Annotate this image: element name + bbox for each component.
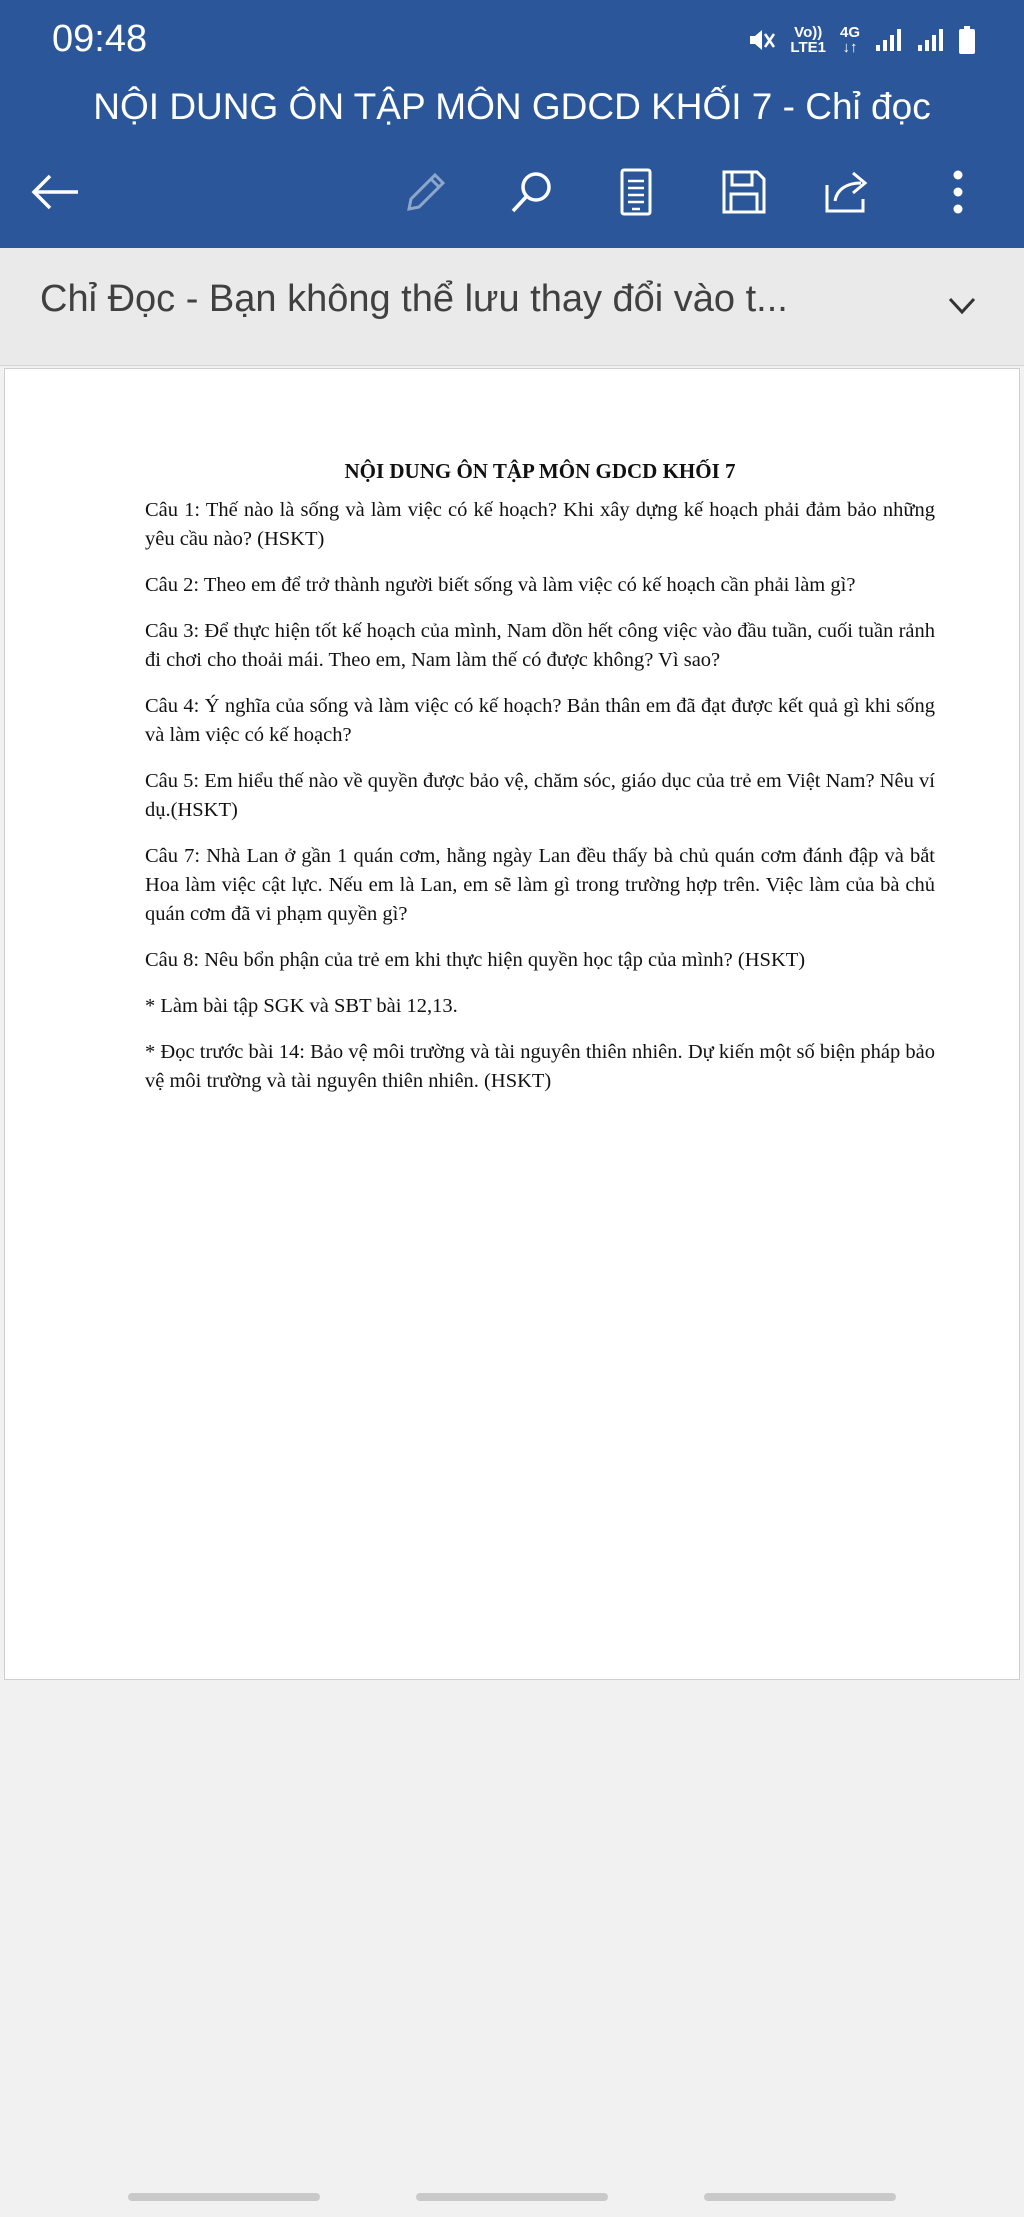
network-4g-icon: 4G ↓↑ bbox=[839, 24, 860, 56]
save-button[interactable] bbox=[714, 162, 774, 222]
nav-back-button[interactable] bbox=[704, 2193, 896, 2201]
more-options-button[interactable] bbox=[928, 162, 988, 222]
question-2: Câu 2: Theo em để trở thành người biết sống và làm việc có kế hoạch cần phải làm gì? bbox=[145, 574, 856, 596]
question-5: Câu 5: Em hiểu thế nào về quyền được bảo vệ, chăm sóc, giáo dục của trẻ em Việt Nam? Nêu ví dụ.(HSKT) bbox=[145, 770, 935, 821]
document-body bbox=[145, 457, 935, 1113]
pencil-icon bbox=[401, 167, 451, 217]
more-icon bbox=[948, 167, 968, 217]
question-3: Câu 3: Để thực hiện tốt kế hoạch của mình, Nam dồn hết công việc vào đầu tuần, cuối tuần rảnh đi chơi cho thoải mái. Theo em, Nam làm thế có được không? Vì sao? bbox=[145, 620, 935, 671]
question-7: Câu 7: Nhà Lan ở gần 1 quán cơm, hằng ngày Lan đều thấy bà chủ quán cơm đánh đập và bắt Hoa làm việc cật lực. Nếu em là Lan, em sẽ làm gì trong trường hợp trên. Việc làm của bà chủ quán cơm đã vi phạm quyền gì? bbox=[145, 845, 935, 925]
share-icon bbox=[821, 167, 875, 217]
homework-note: * Làm bài tập SGK và SBT bài 12,13. bbox=[145, 995, 458, 1017]
chevron-down-icon[interactable] bbox=[940, 284, 984, 328]
mute-icon bbox=[746, 25, 776, 55]
mobile-view-icon bbox=[616, 167, 656, 217]
status-time: 09:48 bbox=[52, 18, 148, 60]
navigation-bar bbox=[0, 2177, 1024, 2217]
question-1: Câu 1: Thế nào là sống và làm việc có kế hoạch? Khi xây dựng kế hoạch phải đảm bảo những yêu cầu nào? (HSKT) bbox=[145, 499, 935, 550]
search-button[interactable] bbox=[502, 162, 562, 222]
nav-home-button[interactable] bbox=[416, 2193, 608, 2201]
back-arrow-icon bbox=[30, 172, 82, 212]
search-icon bbox=[507, 167, 557, 217]
signal-2-icon bbox=[916, 27, 944, 53]
status-icons bbox=[746, 20, 976, 60]
document-title: NỘI DUNG ÔN TẬP MÔN GDCD KHỐI 7 - Chỉ đọc bbox=[93, 86, 931, 127]
back-button[interactable] bbox=[26, 162, 86, 222]
nav-recents-button[interactable] bbox=[128, 2193, 320, 2201]
mobile-view-button[interactable] bbox=[606, 162, 666, 222]
question-8: Câu 8: Nêu bổn phận của trẻ em khi thực hiện quyền học tập của mình? (HSKT) bbox=[145, 949, 806, 971]
volte-icon: Vo)) LTE1 bbox=[790, 24, 826, 56]
save-icon bbox=[719, 167, 769, 217]
document-heading: NỘI DUNG ÔN TẬP MÔN GDCD KHỐI 7 bbox=[344, 459, 736, 483]
battery-icon bbox=[958, 25, 976, 55]
share-button[interactable] bbox=[818, 162, 878, 222]
readonly-message: Chỉ Đọc - Bạn không thể lưu thay đổi vào t... bbox=[40, 278, 788, 320]
app-bar bbox=[0, 0, 1024, 248]
readonly-banner[interactable] bbox=[0, 248, 1024, 366]
document-page[interactable] bbox=[4, 368, 1020, 1680]
reading-note: * Đọc trước bài 14: Bảo vệ môi trường và tài nguyên thiên nhiên. Dự kiến một số biện pháp bảo vệ môi trường và tài nguyên thiên nhiên. (HSKT) bbox=[145, 1041, 935, 1092]
question-4: Câu 4: Ý nghĩa của sống và làm việc có kế hoạch? Bản thân em đã đạt được kết quả gì khi sống và làm việc có kế hoạch? bbox=[145, 695, 935, 746]
edit-button[interactable] bbox=[396, 162, 456, 222]
signal-1-icon bbox=[874, 27, 902, 53]
